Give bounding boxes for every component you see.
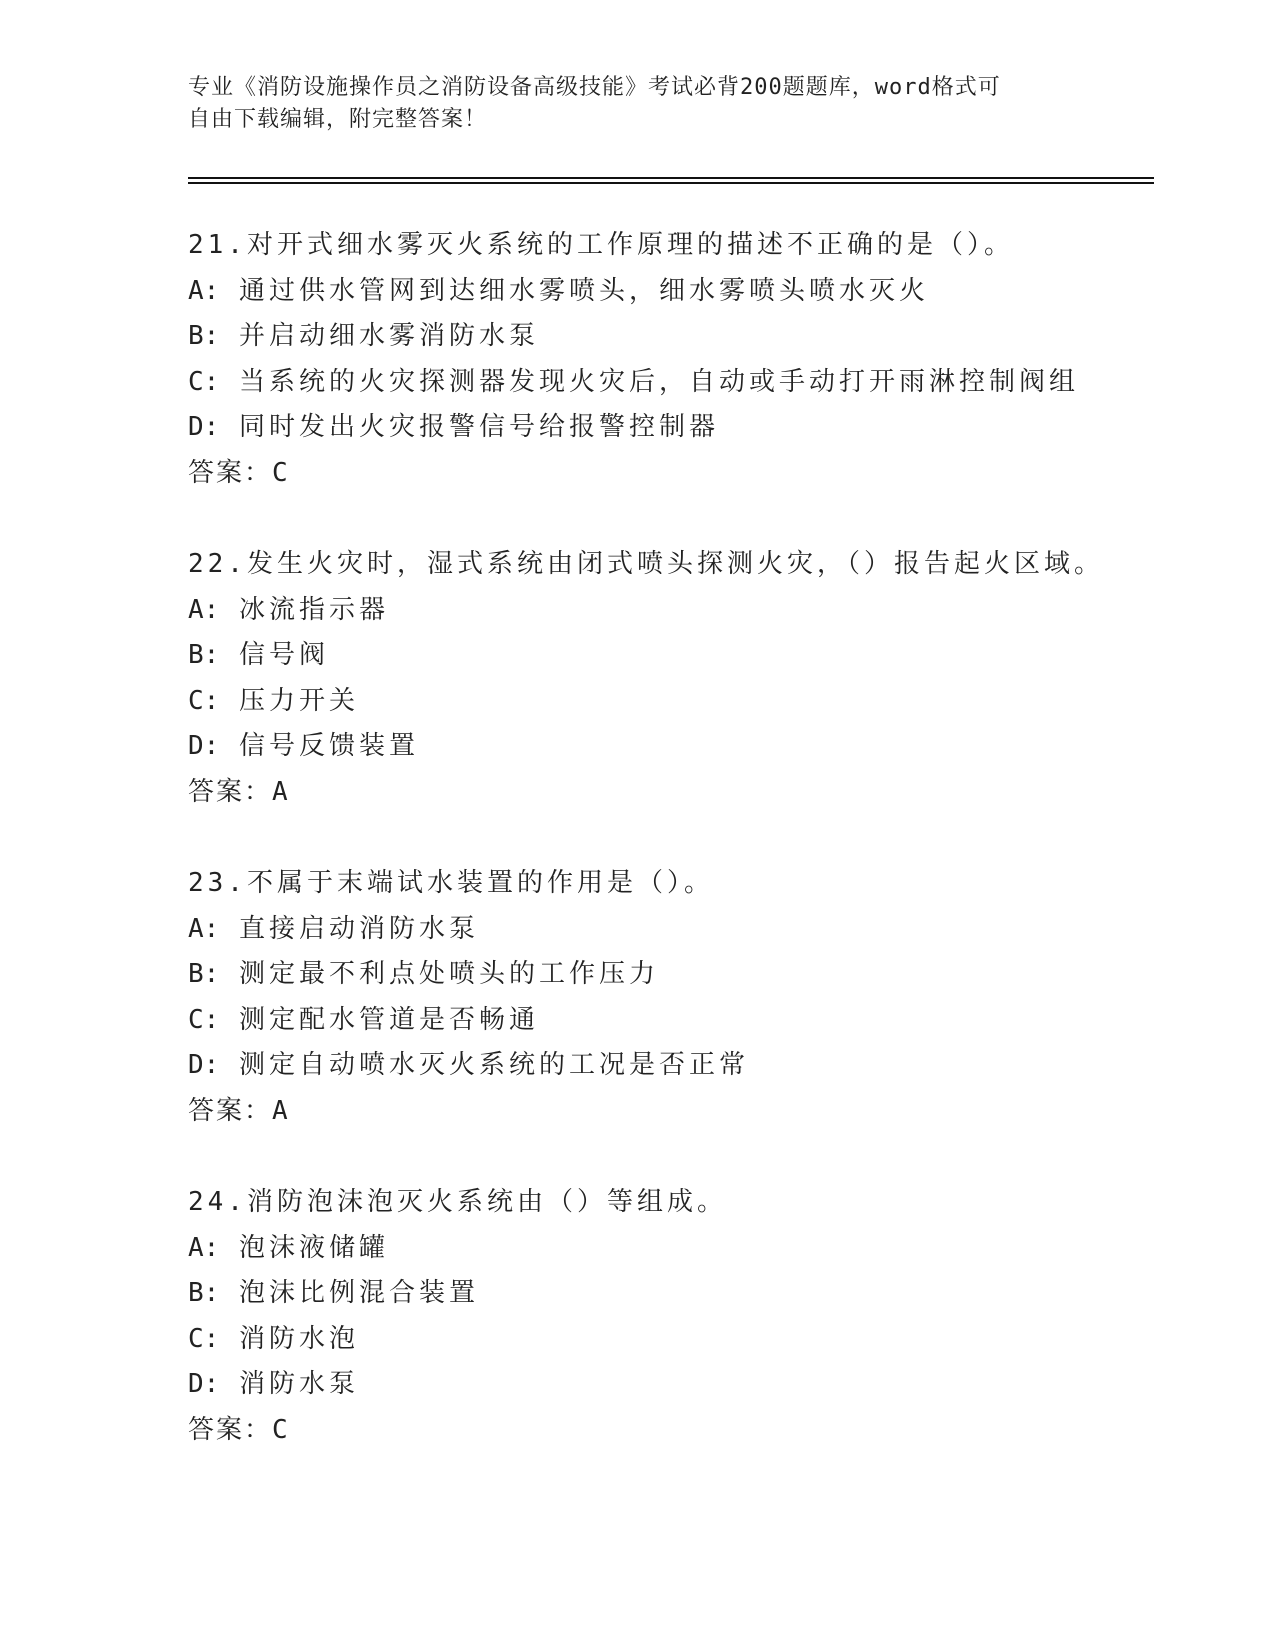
option-a — [188, 1226, 1154, 1272]
question-stem: 23.不属于末端试水装置的作用是（）。 — [188, 868, 714, 898]
option-c — [188, 679, 1154, 725]
header-line-1: 专业《消防设施操作员之消防设备高级技能》考试必背200题题库，word格式可 — [188, 75, 1001, 100]
option-text: 测定自动喷水灭火系统的工况是否正常 — [238, 1050, 749, 1080]
option-text: 冰流指示器 — [238, 594, 389, 625]
option-a — [188, 588, 1154, 634]
option-label: C: — [188, 685, 220, 716]
document-header — [188, 72, 1068, 136]
option-label: B: — [188, 959, 220, 989]
question-21 — [188, 223, 1154, 496]
option-b — [188, 633, 1154, 679]
option-d — [188, 1043, 1154, 1089]
option-label: D: — [188, 731, 220, 761]
option-label: C: — [188, 1004, 220, 1035]
question-24 — [188, 1180, 1154, 1453]
option-label: A: — [188, 1232, 220, 1263]
option-b — [188, 314, 1154, 360]
option-text: 测定最不利点处喷头的工作压力 — [238, 959, 659, 989]
option-text: 泡沫比例混合装置 — [238, 1278, 479, 1308]
answer-value: C — [272, 457, 288, 488]
option-text: 压力开关 — [238, 685, 359, 716]
option-text: 测定配水管道是否畅通 — [238, 1004, 539, 1035]
answer-label: 答案： — [188, 1414, 273, 1445]
question-stem: 24.消防泡沫泡灭火系统由（）等组成。 — [188, 1187, 727, 1217]
option-label: D: — [188, 412, 220, 442]
option-label: B: — [188, 321, 220, 351]
option-b — [188, 952, 1154, 998]
header-divider-top — [188, 177, 1154, 179]
option-label: D: — [188, 1050, 220, 1080]
answer-row — [188, 451, 1154, 497]
header-line-2: 自由下载编辑，附完整答案！ — [188, 107, 488, 132]
option-text: 信号反馈装置 — [238, 731, 419, 761]
option-text: 并启动细水雾消防水泵 — [238, 321, 539, 351]
option-text: 同时发出火灾报警信号给报警控制器 — [238, 412, 719, 442]
option-label: A: — [188, 275, 220, 306]
answer-label: 答案： — [188, 776, 273, 807]
answer-row — [188, 1408, 1154, 1454]
option-c — [188, 360, 1154, 406]
answer-value: C — [272, 1414, 288, 1445]
answer-row — [188, 1089, 1154, 1135]
option-text: 消防水泵 — [238, 1369, 359, 1399]
answer-value: A — [272, 776, 288, 807]
option-text: 消防水泡 — [238, 1323, 359, 1354]
option-b — [188, 1271, 1154, 1317]
answer-value: A — [272, 1095, 288, 1126]
option-d — [188, 1362, 1154, 1408]
question-stem: 22.发生火灾时，湿式系统由闭式喷头探测火灾，（）报告起火区域。 — [188, 549, 1104, 579]
option-d — [188, 724, 1154, 770]
option-text: 直接启动消防水泵 — [238, 913, 479, 944]
header-divider-bottom — [188, 182, 1154, 184]
option-c — [188, 1317, 1154, 1363]
option-text: 通过供水管网到达细水雾喷头，细水雾喷头喷水灭火 — [238, 275, 929, 306]
option-a — [188, 907, 1154, 953]
question-22 — [188, 542, 1154, 815]
option-label: C: — [188, 366, 220, 397]
option-label: A: — [188, 594, 220, 625]
option-label: B: — [188, 640, 220, 670]
option-a — [188, 269, 1154, 315]
option-text: 信号阀 — [238, 640, 329, 670]
option-text: 当系统的火灾探测器发现火灾后，自动或手动打开雨淋控制阀组 — [238, 366, 1079, 397]
answer-label: 答案： — [188, 1095, 273, 1126]
answer-row — [188, 770, 1154, 816]
option-label: A: — [188, 913, 220, 944]
option-d — [188, 405, 1154, 451]
option-label: D: — [188, 1369, 220, 1399]
question-23 — [188, 861, 1154, 1134]
question-stem: 21.对开式细水雾灭火系统的工作原理的描述不正确的是（）。 — [188, 230, 1014, 260]
answer-label: 答案： — [188, 457, 273, 488]
option-label: B: — [188, 1278, 220, 1308]
option-c — [188, 998, 1154, 1044]
option-text: 泡沫液储罐 — [238, 1232, 389, 1263]
option-label: C: — [188, 1323, 220, 1354]
